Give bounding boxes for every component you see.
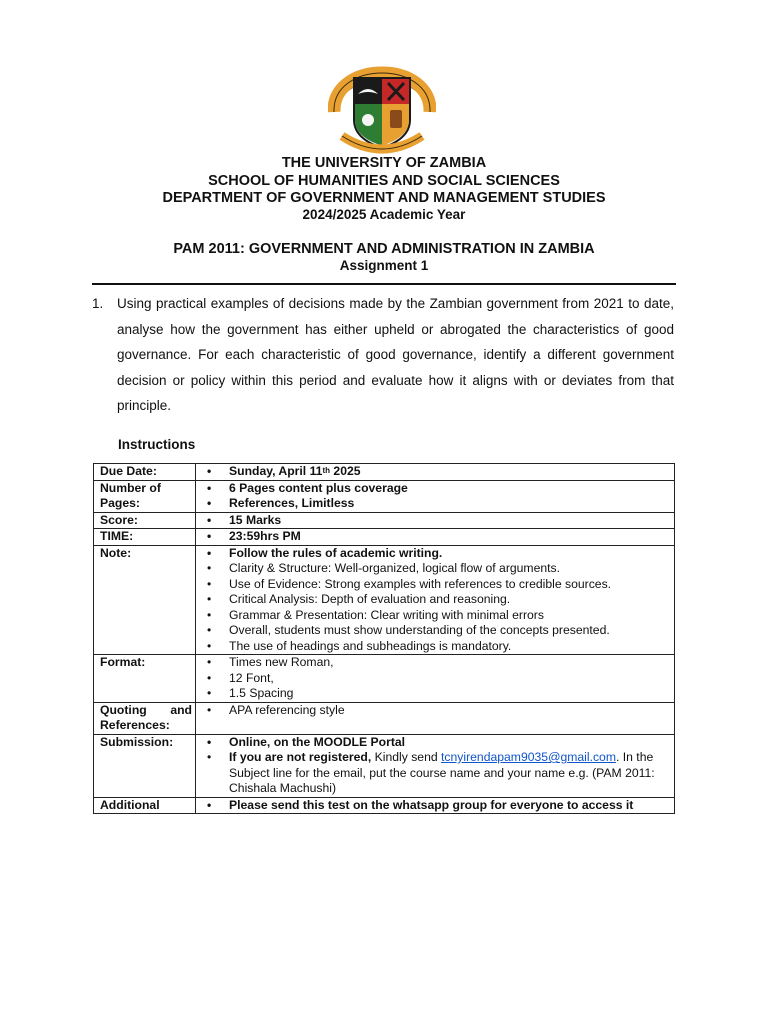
submission-online-item: • Online, on the MOODLE Portal <box>203 735 671 751</box>
note-item: • Overall, students must show understanding of the concepts presented. <box>203 623 671 639</box>
department-name: DEPARTMENT OF GOVERNMENT AND MANAGEMENT STUDIES <box>162 190 606 206</box>
question-text: Using practical examples of decisions made by the Zambian government from 2021 to date, analyse how the government has either upheld or abrogated the characteristics of good governance. For each characteristic of good governance, identify a different government decision or policy within this period and evaluate how it aligns with or deviates from that principle. <box>117 296 674 414</box>
format-item: • 1.5 Spacing <box>203 686 671 702</box>
label-due-date: Due Date: <box>94 464 196 481</box>
format-item: • 12 Font, <box>203 671 671 687</box>
email-link[interactable]: tcnyirendapam9035@gmail.com <box>441 750 616 764</box>
university-name: THE UNIVERSITY OF ZAMBIA <box>281 155 487 171</box>
label-quoting-references: Quoting and References: <box>94 702 196 734</box>
submission-email-item: • If you are not registered, Kindly send tcnyirendapam9035@gmail.com. In the Subject line for the email, put the course name and your name e.g. (PAM 2011: Chishala Machushi) <box>203 750 671 797</box>
note-item: • Critical Analysis: Depth of evaluation and reasoning. <box>203 592 671 608</box>
row-quoting-references <box>94 702 675 734</box>
score-value: • 15 Marks <box>203 513 671 529</box>
note-item: • Clarity & Structure: Well-organized, logical flow of arguments. <box>203 561 671 577</box>
note-item: • Grammar & Presentation: Clear writing with minimal errors <box>203 608 671 624</box>
references-item: • References, Limitless <box>203 496 671 512</box>
time-value: • 23:59hrs PM <box>203 529 671 545</box>
additional-item: • Please send this test on the whatsapp group for everyone to access it <box>203 798 671 814</box>
university-crest-logo <box>328 50 436 156</box>
label-score: Score: <box>94 512 196 529</box>
academic-year: 2024/2025 Academic Year <box>302 207 466 222</box>
label-note: Note: <box>94 545 196 655</box>
note-bold-item: • Follow the rules of academic writing. <box>203 546 671 562</box>
note-item: • The use of headings and subheadings is mandatory. <box>203 639 671 655</box>
row-time <box>94 529 675 546</box>
label-format: Format: <box>94 655 196 703</box>
row-note <box>94 545 675 655</box>
label-number-of-pages: Number of Pages: <box>94 480 196 512</box>
horizontal-rule <box>92 283 676 285</box>
row-submission <box>94 734 675 797</box>
assignment-title: Assignment 1 <box>339 258 429 273</box>
label-submission: Submission: <box>94 734 196 797</box>
quoting-item: • APA referencing style <box>203 703 671 719</box>
row-score <box>94 512 675 529</box>
due-date-value: • Sunday, April 11th 2025 <box>203 464 671 480</box>
row-additional <box>94 797 675 814</box>
instructions-table <box>93 463 675 814</box>
instructions-heading: Instructions <box>118 437 196 452</box>
school-name: SCHOOL OF HUMANITIES AND SOCIAL SCIENCES <box>208 173 560 189</box>
pages-item: • 6 Pages content plus coverage <box>203 481 671 497</box>
question-number: 1. <box>92 296 104 311</box>
row-number-of-pages <box>94 480 675 512</box>
course-title: PAM 2011: GOVERNMENT AND ADMINISTRATION IN ZAMBIA <box>173 241 595 257</box>
row-due-date <box>94 464 675 481</box>
note-item: • Use of Evidence: Strong examples with references to credible sources. <box>203 577 671 593</box>
row-format <box>94 655 675 703</box>
label-time: TIME: <box>94 529 196 546</box>
format-item: • Times new Roman, <box>203 655 671 671</box>
label-additional: Additional <box>94 797 196 814</box>
